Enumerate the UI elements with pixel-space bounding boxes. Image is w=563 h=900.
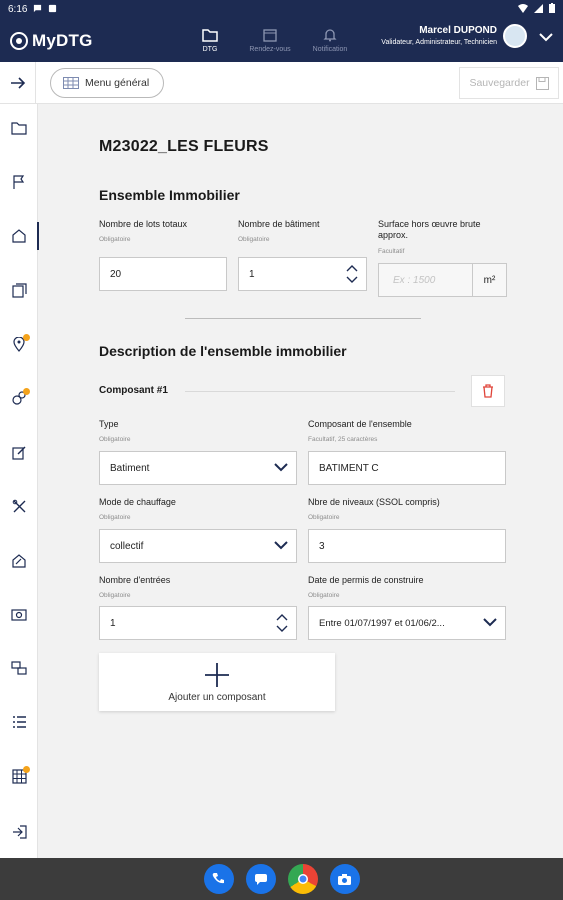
surface-input[interactable]	[378, 263, 507, 297]
niveaux-input[interactable]	[308, 529, 506, 563]
save-label: Sauvegarder	[469, 77, 530, 89]
sidebar-item-tools[interactable]	[0, 486, 38, 526]
sidebar-item-photo[interactable]	[0, 594, 38, 634]
plus-icon	[204, 662, 230, 688]
type-select[interactable]	[99, 451, 297, 485]
sidebar-item-checklist[interactable]	[0, 702, 38, 742]
bell-icon	[323, 28, 337, 42]
type-value: Batiment	[110, 462, 150, 474]
folder-icon	[11, 121, 27, 135]
surface-placeholder: Ex : 1500	[393, 274, 436, 286]
save-button[interactable]	[459, 67, 559, 99]
sidebar-item-building[interactable]	[0, 216, 38, 256]
stepper-arrows-icon[interactable]	[346, 263, 358, 285]
sidebar-item-edit[interactable]	[0, 432, 38, 472]
tab-notification-label: Notification	[312, 46, 348, 53]
niveaux-hint: Obligatoire	[308, 514, 340, 521]
logo-icon	[10, 32, 28, 50]
niveaux-label: Nbre de niveaux (SSOL compris)	[308, 497, 440, 507]
component-label: Composant #1	[99, 385, 168, 396]
batiments-label: Nombre de bâtiment	[238, 219, 320, 229]
batiments-value: 1	[249, 268, 255, 280]
app-logo[interactable]	[10, 31, 93, 51]
notification-badge	[23, 766, 30, 773]
batiments-hint: Obligatoire	[238, 236, 270, 243]
app-header	[0, 19, 563, 62]
status-bar	[0, 0, 563, 19]
arrow-right-icon	[10, 76, 26, 90]
trash-icon	[482, 384, 494, 398]
add-component-button[interactable]	[99, 653, 335, 711]
message-icon	[254, 873, 268, 885]
sidebar	[0, 104, 38, 858]
expand-sidebar-button[interactable]	[0, 62, 36, 104]
home-icon	[11, 229, 27, 243]
chauffage-select[interactable]	[99, 529, 297, 563]
chevron-down-icon[interactable]	[539, 33, 553, 42]
chauffage-value: collectif	[110, 540, 144, 552]
tab-dtg[interactable]	[180, 19, 240, 62]
composant-label: Composant de l'ensemble	[308, 419, 412, 429]
app-notification-icon	[48, 4, 57, 16]
chrome-app[interactable]	[288, 864, 318, 894]
tab-dtg-label: DTG	[202, 46, 218, 53]
top-navigation	[180, 19, 360, 62]
lots-value: 20	[110, 268, 122, 280]
camera-icon	[337, 873, 352, 886]
user-roles: Validateur, Administrateur, Technicien	[381, 39, 497, 46]
type-label: Type	[99, 419, 119, 429]
copy-icon	[12, 283, 27, 298]
section-title-description: Description de l'ensemble immobilier	[99, 343, 347, 359]
entrees-stepper[interactable]	[99, 606, 297, 640]
tab-rendez-vous-label: Rendez-vous	[249, 46, 291, 53]
sidebar-item-settings[interactable]	[0, 378, 38, 418]
edit-icon	[12, 445, 27, 460]
tab-notification[interactable]	[300, 19, 360, 62]
notification-badge	[23, 388, 30, 395]
surface-unit: m²	[472, 264, 506, 296]
section-title-ensemble: Ensemble Immobilier	[99, 187, 240, 203]
component-divider	[185, 391, 455, 392]
grid-menu-icon	[63, 77, 79, 89]
lots-hint: Obligatoire	[99, 236, 131, 243]
phone-icon	[212, 872, 226, 886]
type-hint: Obligatoire	[99, 436, 131, 443]
menu-general-button[interactable]	[50, 68, 164, 98]
app-name: MyDTG	[32, 30, 93, 50]
signal-icon	[534, 4, 543, 16]
niveaux-value: 3	[319, 540, 325, 552]
notification-badge	[23, 334, 30, 341]
main-content	[39, 105, 563, 858]
status-time: 6:16	[8, 4, 28, 15]
composant-input[interactable]	[308, 451, 506, 485]
chevron-down-icon	[274, 462, 288, 472]
tools-icon	[12, 499, 27, 514]
delete-component-button[interactable]	[471, 375, 505, 407]
avatar[interactable]	[503, 24, 527, 48]
sidebar-item-transfer[interactable]	[0, 648, 38, 688]
lots-label: Nombre de lots totaux	[99, 219, 188, 229]
permis-value: Entre 01/07/1997 et 01/06/2...	[319, 617, 445, 629]
permis-select[interactable]	[308, 606, 506, 640]
permis-label: Date de permis de construire	[308, 575, 424, 585]
flag-icon	[12, 175, 26, 190]
calendar-icon	[263, 28, 277, 42]
sidebar-item-documents[interactable]	[0, 270, 38, 310]
chrome-icon	[296, 872, 310, 886]
page-title: M23022_LES FLEURS	[99, 138, 269, 155]
batiments-stepper[interactable]	[238, 257, 367, 291]
checklist-icon	[12, 715, 27, 729]
android-dock	[0, 858, 563, 900]
house-edit-icon	[11, 553, 27, 568]
camera-icon	[11, 607, 27, 621]
sidebar-item-logout[interactable]	[0, 812, 38, 852]
lots-input[interactable]	[99, 257, 227, 291]
user-info[interactable]	[381, 25, 497, 46]
messages-app[interactable]	[246, 864, 276, 894]
camera-app[interactable]	[330, 864, 360, 894]
section-divider	[185, 318, 421, 319]
entrees-hint: Obligatoire	[99, 592, 131, 599]
sidebar-item-table[interactable]	[0, 756, 38, 796]
entrees-label: Nombre d'entrées	[99, 575, 171, 585]
composant-hint: Facultatif, 25 caractères	[308, 436, 378, 443]
permis-hint: Obligatoire	[308, 592, 340, 599]
sidebar-item-house-edit[interactable]	[0, 540, 38, 580]
toolbar	[0, 62, 563, 104]
sidebar-item-dossier[interactable]	[0, 108, 38, 148]
surface-label: Surface hors œuvre brute approx.	[378, 219, 481, 240]
sidebar-item-location[interactable]	[0, 324, 38, 364]
chevron-down-icon	[274, 540, 288, 550]
sidebar-item-flag[interactable]	[0, 162, 38, 202]
user-name: Marcel DUPOND	[419, 25, 497, 36]
folder-icon	[202, 28, 218, 42]
phone-app[interactable]	[204, 864, 234, 894]
chauffage-hint: Obligatoire	[99, 514, 131, 521]
floppy-icon	[536, 77, 549, 90]
battery-icon	[549, 3, 555, 16]
chauffage-label: Mode de chauffage	[99, 497, 176, 507]
wifi-icon	[518, 4, 528, 16]
stepper-arrows-icon[interactable]	[276, 612, 288, 634]
entrees-value: 1	[110, 617, 116, 629]
message-icon	[33, 4, 42, 16]
chevron-down-icon	[483, 617, 497, 627]
menu-general-label: Menu général	[85, 76, 150, 89]
add-component-label: Ajouter un composant	[168, 691, 266, 703]
logout-icon	[12, 825, 27, 839]
composant-value: BATIMENT C	[319, 462, 379, 474]
transfer-icon	[11, 661, 27, 675]
tab-rendez-vous[interactable]	[240, 19, 300, 62]
surface-hint: Facultatif	[378, 248, 405, 255]
